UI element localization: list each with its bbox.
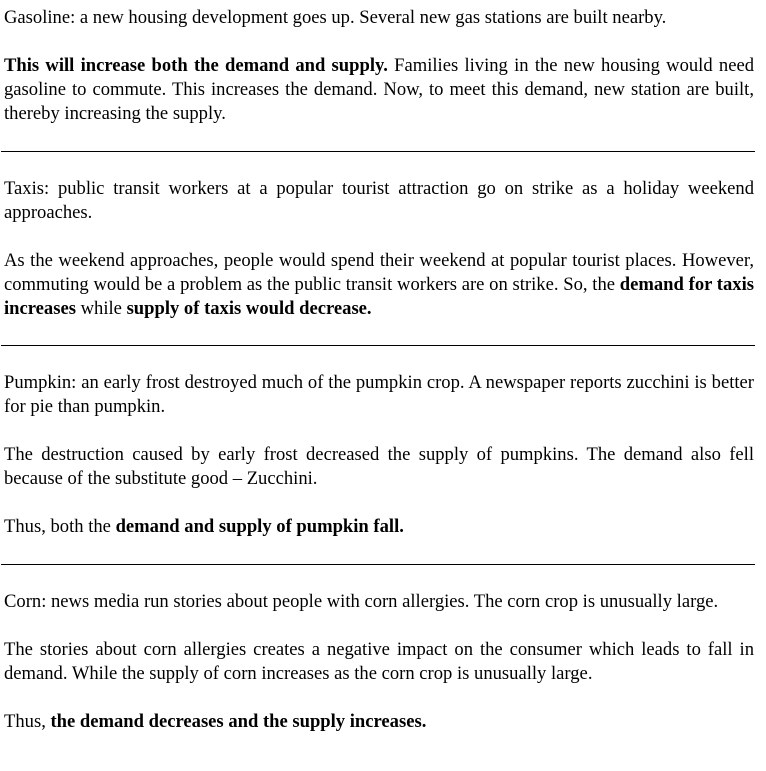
section-pumpkin <box>4 371 754 539</box>
corn-prompt: Corn: news media run stories about people with corn allergies. The corn crop is unusually large. <box>4 591 719 612</box>
pumpkin-explanation: The destruction caused by early frost decreased the supply of pumpkins. The demand also fell because of the substitute good – Zucchini. <box>4 444 754 489</box>
pumpkin-prompt: Pumpkin: an early frost destroyed much of the pumpkin crop. A newspaper reports zucchini is better for pie than pumpkin. <box>4 372 754 417</box>
corn-conclusion-pre: Thus, <box>4 711 51 732</box>
pumpkin-conclusion-bold: demand and supply of pumpkin fall. <box>115 516 404 537</box>
gasoline-prompt: Gasoline: a new housing development goes up. Several new gas stations are built nearby. <box>4 7 667 28</box>
section-divider <box>1 345 755 346</box>
section-divider <box>1 151 755 152</box>
gasoline-answer-rest: Families living in the new housing would need gasoline to commute. This increases the demand. Now, to meet this demand, new station are built, thereby increasing the supply. <box>4 55 754 124</box>
taxis-answer-bold-demand: demand for taxis increases <box>4 274 754 319</box>
corn-conclusion <box>4 710 754 734</box>
gasoline-answer-bold: This will increase both the demand and supply. <box>4 55 388 76</box>
pumpkin-conclusion-pre: Thus, both the <box>4 516 116 537</box>
taxis-answer-mid: while <box>75 298 127 319</box>
pumpkin-conclusion <box>4 515 754 539</box>
section-divider <box>1 564 755 565</box>
corn-explanation: The stories about corn allergies creates a negative impact on the consumer which leads to fall in demand. While the supply of corn increases as the corn crop is unusually large. <box>4 639 754 684</box>
taxis-answer-pre: As the weekend approaches, people would spend their weekend at popular tourist places. However, commuting would be a problem as the public transit workers are on strike. So, the <box>4 250 754 295</box>
taxis-answer <box>4 249 754 321</box>
corn-conclusion-bold: the demand decreases and the supply increases. <box>50 711 427 732</box>
section-taxis <box>4 177 754 321</box>
taxis-answer-bold-supply: supply of taxis would decrease. <box>126 298 372 319</box>
taxis-prompt: Taxis: public transit workers at a popular tourist attraction go on strike as a holiday weekend approaches. <box>4 178 754 223</box>
section-gasoline <box>4 6 754 126</box>
gasoline-answer <box>4 54 754 126</box>
section-corn <box>4 590 754 734</box>
